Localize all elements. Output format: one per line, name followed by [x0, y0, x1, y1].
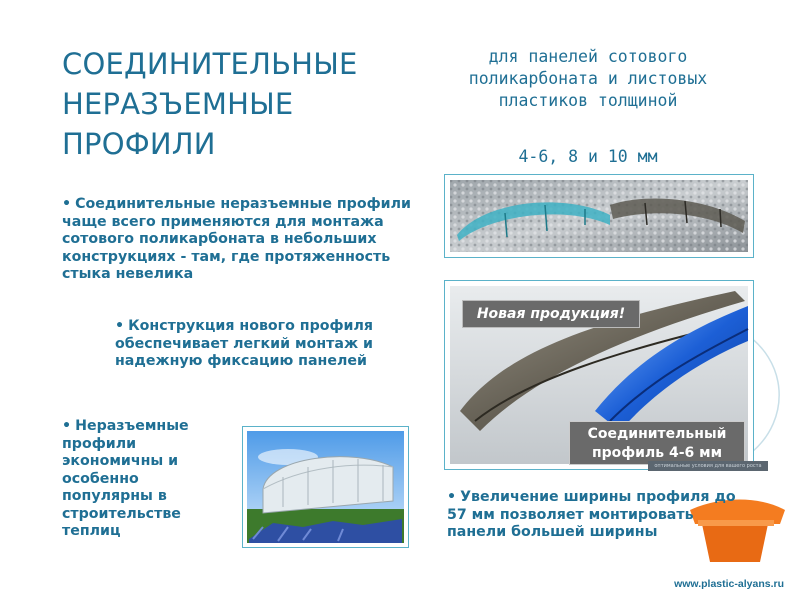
- greenhouse-photo: [242, 426, 409, 548]
- greenhouse-photo-image: [243, 427, 408, 547]
- profiles-photo-image: [445, 175, 753, 257]
- bullet-economy: [62, 418, 217, 541]
- subtitle-line-3: пластиков толщиной: [498, 91, 678, 110]
- bullet-design-text: Конструкция нового профиля обеспечивает легкий монтаж и надежную фиксацию панелей: [115, 318, 373, 369]
- website-url[interactable]: www.plastic-alyans.ru: [674, 578, 784, 590]
- title-line-2: НЕРАЗЪЕМНЫЕ: [62, 87, 294, 121]
- bullet-dot: •: [447, 489, 457, 505]
- bullet-design: [115, 318, 415, 371]
- profile-badge-line-1: Соединительный: [587, 426, 727, 442]
- thickness-text: 4-6, 8 и 10 мм: [518, 147, 658, 166]
- bullet-width-text: Увеличение ширины профиля до 57 мм позволяет монтировать панели большей ширины: [447, 489, 736, 540]
- title-line-3: ПРОФИЛИ: [62, 127, 216, 161]
- profile-size-badge: [569, 421, 745, 465]
- bullet-dot: •: [115, 318, 125, 334]
- subtitle-line-1: для панелей сотового: [488, 47, 688, 66]
- new-product-badge: Новая продукция!: [462, 300, 640, 328]
- bullet-economy-text: Неразъемные профили экономичны и особенно популярны в строительстве теплиц: [62, 418, 189, 539]
- bullet-dot: •: [62, 418, 72, 434]
- title-line-1: СОЕДИНИТЕЛЬНЫЕ: [62, 47, 358, 81]
- bullet-usage: [62, 196, 432, 284]
- page-title: [62, 44, 422, 164]
- subtitle-line-2: поликарбоната и листовых: [468, 69, 708, 88]
- caption-strip: оптимальные условия для вашего роста: [648, 461, 768, 471]
- bullet-usage-text: Соединительные неразъемные профили чаще всего применяются для монтажа сотового поликарбоната в небольших конструкциях - там, где протяженность стыка невелика: [62, 196, 411, 282]
- profiles-photo: [444, 174, 754, 258]
- subtitle: [438, 46, 738, 112]
- bullet-dot: •: [62, 196, 72, 212]
- profile-badge-line-2: профиль 4-6 мм: [591, 445, 723, 461]
- bullet-width: [447, 489, 757, 542]
